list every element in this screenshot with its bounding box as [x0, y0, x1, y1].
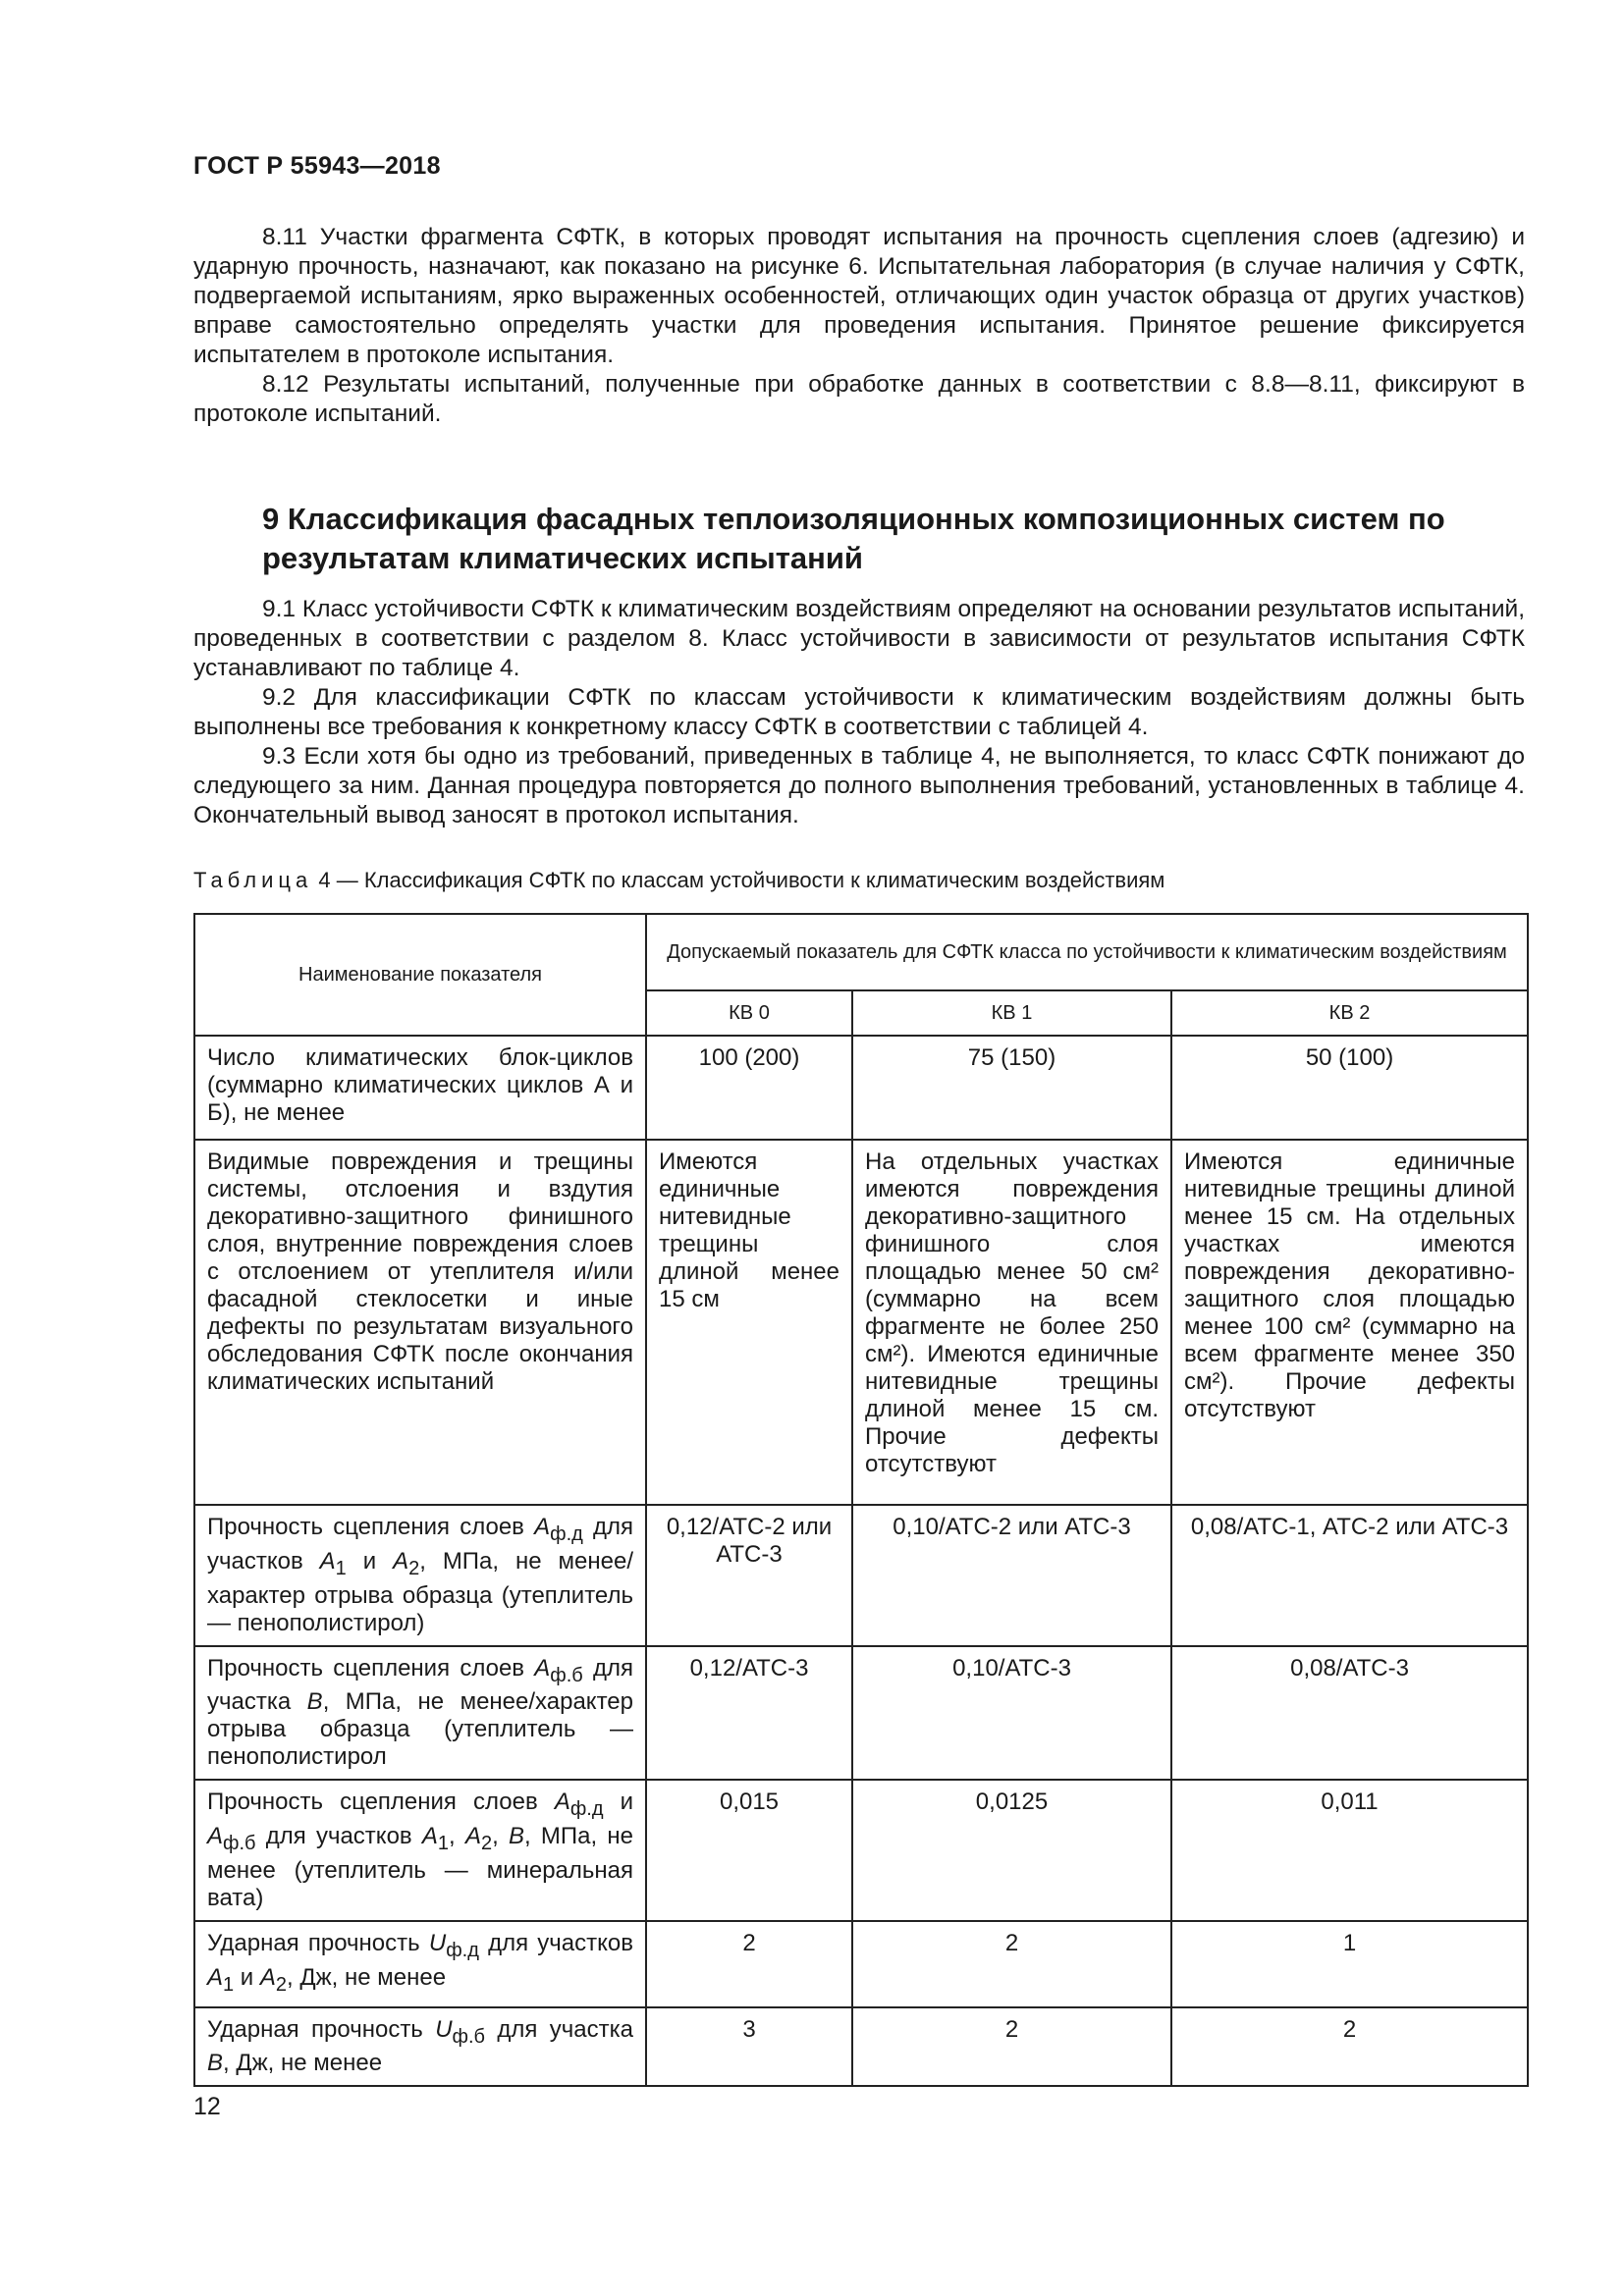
paragraph-8-12: 8.12 Результаты испытаний, полученные при обработке данных в соответствии с 8.8—8.11, фиксируют в протоколе испытаний.: [193, 371, 1525, 427]
header-allowed-value: Допускаемый показатель для СФТК класса по устойчивости к климатическим воздействиям: [646, 914, 1528, 990]
cell-kv0: Имеются единичные нитевидные трещины длиной менее 15 см: [646, 1140, 852, 1505]
cell-kv0: 0,12/АТС-3: [646, 1646, 852, 1781]
section-9-paragraphs: [193, 595, 1525, 830]
header-parameter-name: Наименование показателя: [194, 914, 646, 1036]
paragraph-8-11: 8.11 Участки фрагмента СФТК, в которых проводят испытания на прочность сцепления слоев (адгезию) и ударную прочность, назначают, как показано на рисунке 6. Испытательная лаборатория (в случае наличия у СФТК, подвергаемой испытаниям, ярко выраженных особенностей, отличающих один участок образца от других участков) вправе самостоятельно определять участки для проведения испытания. Принятое решение фиксируется испытателем в протоколе испытания.: [193, 224, 1525, 368]
header-class-kv0: КВ 0: [646, 990, 852, 1036]
document-header: ГОСТ Р 55943—2018: [193, 152, 441, 180]
table-row: [194, 1646, 1528, 1781]
cell-kv2: 1: [1171, 1921, 1528, 2007]
row-name: Прочность сцепления слоев $А_{ф.б}$ для участка В, МПа, не менее/характер отрыва образца (утеплитель — пенополистирол: [194, 1646, 646, 1781]
paragraph-9-1: 9.1 Класс устойчивости СФТК к климатическим воздействиям определяют на основании результатов испытаний, проведенных в соответствии с разделом 8. Класс устойчивости в зависимости от результатов испытания СФТК устанавливают по таблице 4.: [193, 596, 1525, 681]
cell-kv2: 2: [1171, 2007, 1528, 2087]
classification-table: [193, 913, 1529, 2087]
table-row: [194, 1140, 1528, 1505]
table-caption-text: 4 — Классификация СФТК по классам устойчивости к климатическим воздействиям: [318, 868, 1165, 892]
row-name: Прочность сцепления слоев $А_{ф.д}$ и $А_{ф.б}$ для участков $А_1$, $А_2$, В, МПа, не менее (утеплитель — минеральная вата): [194, 1780, 646, 1921]
cell-kv0: 3: [646, 2007, 852, 2087]
cell-kv0: 0,12/АТС-2 или АТС-3: [646, 1505, 852, 1646]
cell-kv0: 2: [646, 1921, 852, 2007]
cell-kv2: Имеются единичные нитевидные трещины длиной менее 15 см. На отдельных участках имеются повреждения декоративно-защитного слоя площадью менее 100 см² (суммарно на всем фрагменте менее 350 см²). Прочие дефекты отсутствуют: [1171, 1140, 1528, 1505]
cell-kv1: 2: [852, 2007, 1171, 2087]
row-name: Ударная прочность $U_{ф.д}$ для участков $А_1$ и $А_2$, Дж, не менее: [194, 1921, 646, 2007]
cell-kv2: 50 (100): [1171, 1036, 1528, 1140]
cell-kv1: 75 (150): [852, 1036, 1171, 1140]
table-row: [194, 1780, 1528, 1921]
cell-kv2: 0,011: [1171, 1780, 1528, 1921]
row-name: Видимые повреждения и трещины системы, отслоения и вздутия декоративно-защитного финишного слоя, внутренние повреждения слоев с отслоением от утеплителя и/или фасадной стеклосетки и иные дефекты по результатам визуального обследования СФТК после окончания климатических испытаний: [194, 1140, 646, 1505]
cell-kv1: 0,0125: [852, 1780, 1171, 1921]
row-name: Ударная прочность $U_{ф.б}$ для участка В, Дж, не менее: [194, 2007, 646, 2087]
table-row: [194, 2007, 1528, 2087]
paragraph-9-3: 9.3 Если хотя бы одно из требований, приведенных в таблице 4, не выполняется, то класс СФТК понижают до следующего за ним. Данная процедура повторяется до полного выполнения требований, установленных в таблице 4. Окончательный вывод заносят в протокол испытания.: [193, 743, 1525, 828]
cell-kv0: 100 (200): [646, 1036, 852, 1140]
header-class-kv1: КВ 1: [852, 990, 1171, 1036]
row-name: Число климатических блок-циклов (суммарно климатических циклов А и Б), не менее: [194, 1036, 646, 1140]
row-name: Прочность сцепления слоев $А_{ф.д}$ для участков $А_1$ и $А_2$, МПа, не менее/характер отрыва образца (утеплитель — пенополистирол): [194, 1505, 646, 1646]
cell-kv1: 2: [852, 1921, 1171, 2007]
table-row: [194, 1921, 1528, 2007]
section-9-title: 9 Классификация фасадных теплоизоляционных композиционных систем по результатам климатических испытаний: [262, 502, 1445, 575]
table-row: [194, 1505, 1528, 1646]
cell-kv1: 0,10/АТС-2 или АТС-3: [852, 1505, 1171, 1646]
cell-kv2: 0,08/АТС-1, АТС-2 или АТС-3: [1171, 1505, 1528, 1646]
table-caption-label: Таблица: [193, 868, 313, 892]
paragraph-9-2: 9.2 Для классификации СФТК по классам устойчивости к климатическим воздействиям должны быть выполнены все требования к конкретному классу СФТК в соответствии с таблицей 4.: [193, 684, 1525, 740]
page-number: 12: [193, 2093, 221, 2120]
header-class-kv2: КВ 2: [1171, 990, 1528, 1036]
table-row: [194, 1036, 1528, 1140]
cell-kv1: 0,10/АТС-3: [852, 1646, 1171, 1781]
cell-kv1: На отдельных участках имеются повреждения декоративно-защитного финишного слоя площадью менее 50 см² (суммарно на всем фрагменте не более 250 см²). Имеются единичные нитевидные трещины длиной менее 15 см. Прочие дефекты отсутствуют: [852, 1140, 1171, 1505]
section-8-paragraphs: [193, 223, 1525, 429]
table-caption: [193, 868, 1164, 893]
cell-kv0: 0,015: [646, 1780, 852, 1921]
cell-kv2: 0,08/АТС-3: [1171, 1646, 1528, 1781]
